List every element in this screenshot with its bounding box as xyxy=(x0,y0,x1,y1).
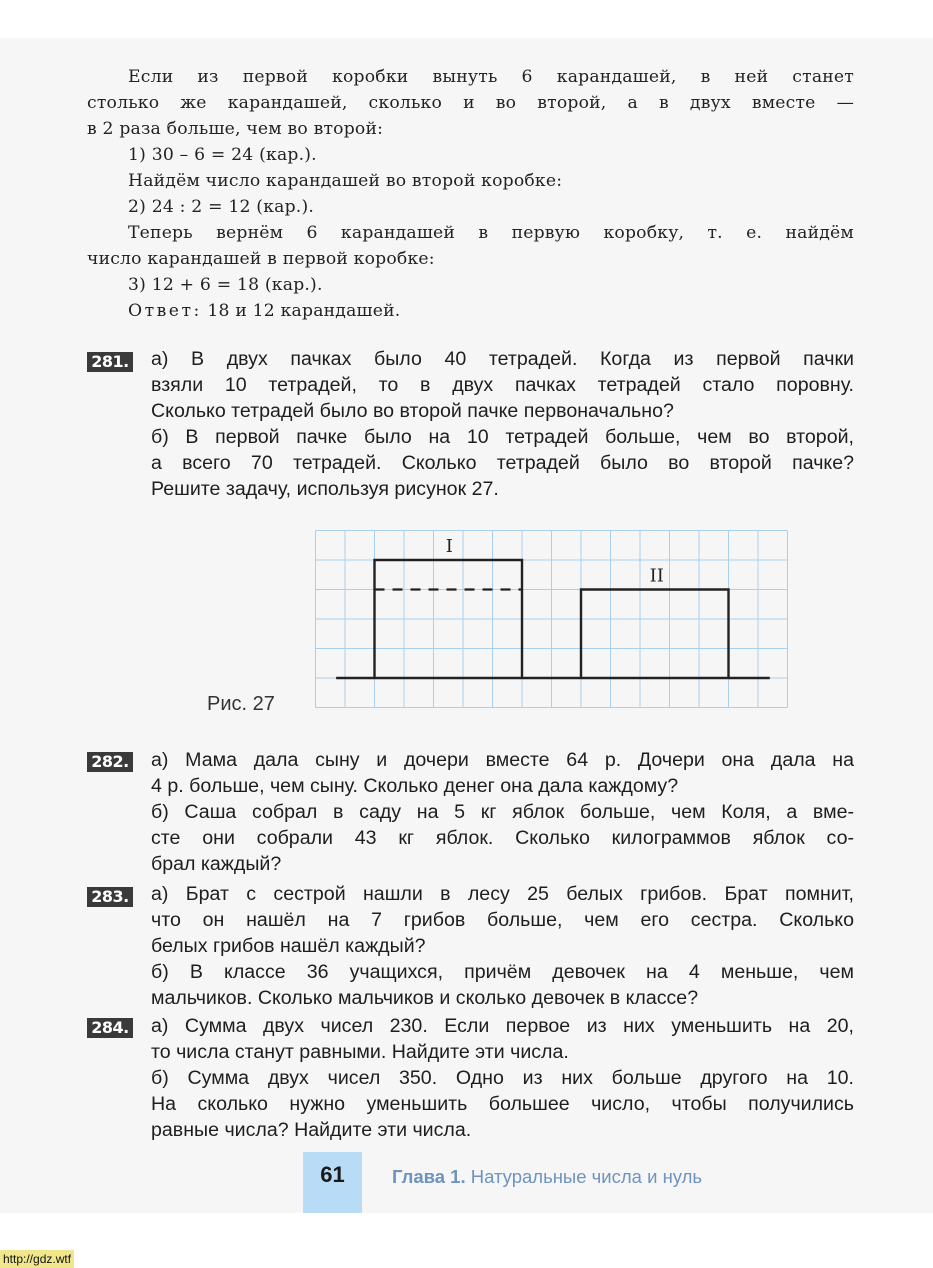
solution-step: 2) 24 : 2 = 12 (кар.). xyxy=(128,197,315,217)
solution-line: в 2 раза больше, чем во второй: xyxy=(87,119,384,139)
chapter-name: Натуральные числа и нуль xyxy=(470,1166,703,1187)
answer-label: Ответ: xyxy=(128,301,202,321)
solution-answer xyxy=(128,301,400,321)
problem-number-badge: 283. xyxy=(87,887,133,907)
figure-27-diagram xyxy=(315,530,789,712)
problem-line: 4 р. больше, чем сыну. Сколько денег она дала каждому? xyxy=(151,775,679,797)
problem-line: а) Сумма двух чисел 230. Если первое из них уменьшить на 20, xyxy=(151,1015,854,1037)
figure-caption: Рис. 27 xyxy=(207,693,275,715)
solution-step: 1) 30 – 6 = 24 (кар.). xyxy=(128,145,317,165)
problem-line: брал каждый? xyxy=(151,853,282,875)
solution-line: Найдём число карандашей во второй коробке: xyxy=(128,171,563,191)
watermark-link[interactable]: http://gdz.wtf xyxy=(0,1250,74,1268)
solution-line: Если из первой коробки вынуть 6 карандашей, в ней станет xyxy=(128,67,854,87)
page-number: 61 xyxy=(320,1162,345,1187)
chapter-label: Глава 1. xyxy=(392,1166,466,1187)
problem-number-badge: 284. xyxy=(87,1018,133,1038)
solution-line: Теперь вернём 6 карандашей в первую коробку, т. е. найдём xyxy=(128,223,854,243)
box-ii-outline xyxy=(581,590,729,679)
solution-line: число карандашей в первой коробке: xyxy=(87,249,435,269)
box-label-ii: II xyxy=(649,565,664,587)
solution-line: столько же карандашей, сколько и во второй, а в двух вместе — xyxy=(87,93,854,113)
problem-line: а) Брат с сестрой нашли в лесу 25 белых грибов. Брат помнит, xyxy=(151,883,854,905)
grid-lines xyxy=(316,531,788,708)
problem-line: а) В двух пачках было 40 тетрадей. Когда из первой пачки xyxy=(151,348,854,370)
problem-line: равные числа? Найдите эти числа. xyxy=(151,1119,472,1141)
problem-line: сте они собрали 43 кг яблок. Сколько килограммов яблок со- xyxy=(151,827,854,849)
problem-line: На сколько нужно уменьшить большее число, чтобы получились xyxy=(151,1093,854,1115)
problem-line: мальчиков. Сколько мальчиков и сколько девочек в классе? xyxy=(151,987,699,1009)
problem-line: белых грибов нашёл каждый? xyxy=(151,935,426,957)
problem-line: б) Сумма двух чисел 350. Одно из них больше другого на 10. xyxy=(151,1067,854,1089)
problem-line: что он нашёл на 7 грибов больше, чем его сестра. Сколько xyxy=(151,909,854,931)
problem-number-badge: 282. xyxy=(87,752,133,772)
answer-text: 18 и 12 карандашей. xyxy=(207,301,401,321)
box-label-i: I xyxy=(445,536,453,557)
problem-line: а) Мама дала сыну и дочери вместе 64 р. Дочери она дала на xyxy=(151,749,854,771)
problem-line: б) В классе 36 учащихся, причём девочек на 4 меньше, чем xyxy=(151,961,854,983)
problem-line: Сколько тетрадей было во второй пачке первоначально? xyxy=(151,400,674,422)
problem-line: то числа станут равными. Найдите эти числа. xyxy=(151,1041,569,1063)
problem-line: б) Саша собрал в саду на 5 кг яблок больше, чем Коля, а вме- xyxy=(151,801,854,823)
problem-line: Решите задачу, используя рисунок 27. xyxy=(151,478,499,500)
problem-line: взяли 10 тетрадей, то в двух пачках тетрадей стало поровну. xyxy=(151,374,854,396)
problem-line: а всего 70 тетрадей. Сколько тетрадей было во второй пачке? xyxy=(151,452,854,474)
page-number-tab xyxy=(303,1152,362,1213)
solution-step: 3) 12 + 6 = 18 (кар.). xyxy=(128,275,323,295)
problem-line: б) В первой пачке было на 10 тетрадей больше, чем во второй, xyxy=(151,426,854,448)
chapter-title xyxy=(392,1166,702,1188)
problem-number-badge: 281. xyxy=(87,352,133,372)
